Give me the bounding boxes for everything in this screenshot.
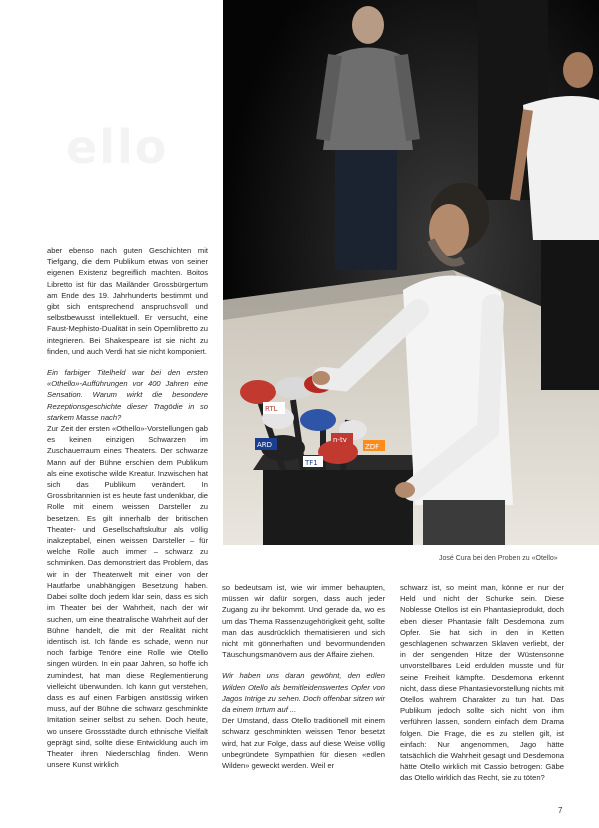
- mic-label-ard: ARD: [257, 441, 273, 449]
- column1-interview-question: Ein farbiger Titelheld war bei den ersten «Othello»-Aufführungen vor 400 Jahren eine Sensation. Warum wirkt die besondere Rezeptionsgeschichte dieser Tragödie in so starkem Masse nach?: [47, 368, 208, 422]
- column1-paragraph-1: aber ebenso nach guten Geschichten mit Tiefgang, die dem Publikum etwas von seiner eigenen Existenz begreiflich machten. Boitos Libretto ist für das Mailänder Grossbürgertum am Ende des 19. Jahrhunderts bestimmt und gibt sich entsprechend anspruchsvoll und selbstbewusst intellektuell. Er versucht, eine Faust-Mephisto-Dualität in sein Opernlibretto zu integrieren. Bei Shakespeare ist sie nicht zu finden, und auch Verdi hat sie nicht komponiert.: [47, 246, 208, 356]
- mic-label-rtl: RTL: [265, 405, 278, 413]
- column3-paragraph-1: schwarz ist, so meint man, könne er nur der Held und nicht der Schurke sein. Diese Noblesse Otellos ist ein Phantasieprodukt, doch eben dieser Phantasie fällt Desdemona zum Opfer. Sie hat sich in den in Ketten geschlagenen schwarzen Sklaven verliebt, der in der sengenden Hitze der Wüstensonne unvorstellbares Leid erdulden musste und für seine Freiheit kämpfte. Desdemona erkennt nicht, dass diese Phantasievorstellung nichts mit Otellos wahrem Charakter zu tun hat. Das Publikum jedoch sollte sich nicht von ihm verführen lassen, sondern einfach dem Drama folgen. Die Frage, die es zu stellen gilt, ist einfach: Nur angenommen, Jago hätte tatsächlich die Wahrheit gesagt und Desdemona hätte Otello wirklich mit Cassio betrogen: Gäbe das Otello wirklich das Recht, sie zu töten?: [400, 583, 564, 783]
- photo-illustration: [223, 0, 599, 545]
- text-column-3: [400, 582, 564, 784]
- text-column-1: [47, 245, 208, 770]
- lectern: [263, 470, 413, 545]
- column2-interview-question: Wir haben uns daran gewöhnt, den edlen Wilden Otello als bemitleidenswertes Opfer von Jagos Intrige zu sehen. Doch offenbar sitzen wir da einem Irrtum auf ...: [222, 671, 385, 715]
- page-number: 7: [558, 806, 563, 815]
- rehearsal-photo: [223, 0, 599, 545]
- mic-label-zdf: ZDF: [365, 443, 380, 451]
- photo-caption: José Cura bei den Proben zu «Otello»: [439, 555, 558, 562]
- column2-paragraph-1: so bedeutsam ist, wie wir immer behaupten, müssen wir dafür sorgen, dass auch jeder Zugang zu ihr bekommt. Und gerade da, wo es um das Thema Rassenzugehörigkeit geht, sollte man das ausdrücklich thematisieren und sich nicht mit gönnerhaften und bevormundenden Täuschungsmanövern aus der Affaire ziehen.: [222, 583, 385, 660]
- column1-paragraph-2: Zur Zeit der ersten «Othello»-Vorstellungen gab es keinen einzigen Schwarzen im Zuschauerraum eines Theaters. Der schwarze Mann auf der Bühne erschien dem Publikum als eine exotische wilde Kreatur. Inzwischen hat sich das Publikum verändert. In Grossbritannien ist es heute fast undenkbar, die Rolle mit einem weissen Darsteller zu besetzen. Es gilt innerhalb der britischen Theater- und Gesellschaftskultur als völlig inakzeptabel, einen weissen Darsteller – für welche Rolle auch immer – schwarz zu schminken. Das demonstriert das Problem, das wir in der Theaterwelt mit einer von der Hautfarbe unabhängigen Besetzung haben. Dabei sollte doch jedem klar sein, dass es sich im Theater bei der Wahrheit, nach der wir suchen, um eine theatralische Wahrheit auf der Bühne handelt, die mit der Realität nicht identisch ist. Ich fände es schade, wenn nur noch farbige Tenöre eine Rolle wie Otello singen würden. In ein paar Jahren, so hoffe ich zumindest, hat man diese Reglementierung vielleicht überwunden. Ich kann gut verstehen, dass es auf einen Farbigen anstössig wirken muss, auf der Bühne die schwarz geschminkte Imitation seiner selbst zu sehen. Doch heute, wo unsere Grossstädte durch ethnische Vielfalt geprägt sind, sollte diese Entwicklung auch im Theater ihren Niederschlag finden. Wenn unsere Kunst wirklich: [47, 424, 208, 770]
- background-watermark-heading: ello: [66, 120, 169, 174]
- text-column-2: [222, 582, 385, 771]
- mic-label-ntv: n-tv: [333, 436, 347, 444]
- mic-label-tf1: TF1: [305, 459, 318, 467]
- column2-paragraph-2: Der Umstand, dass Otello traditionell mit einem schwarz geschminkten weissen Tenor besetzt wird, hat zur Folge, dass auf diese Weise völlig unbegründete Sympathien für diesen «edlen Wilden» geweckt werden. Weil er: [222, 716, 385, 771]
